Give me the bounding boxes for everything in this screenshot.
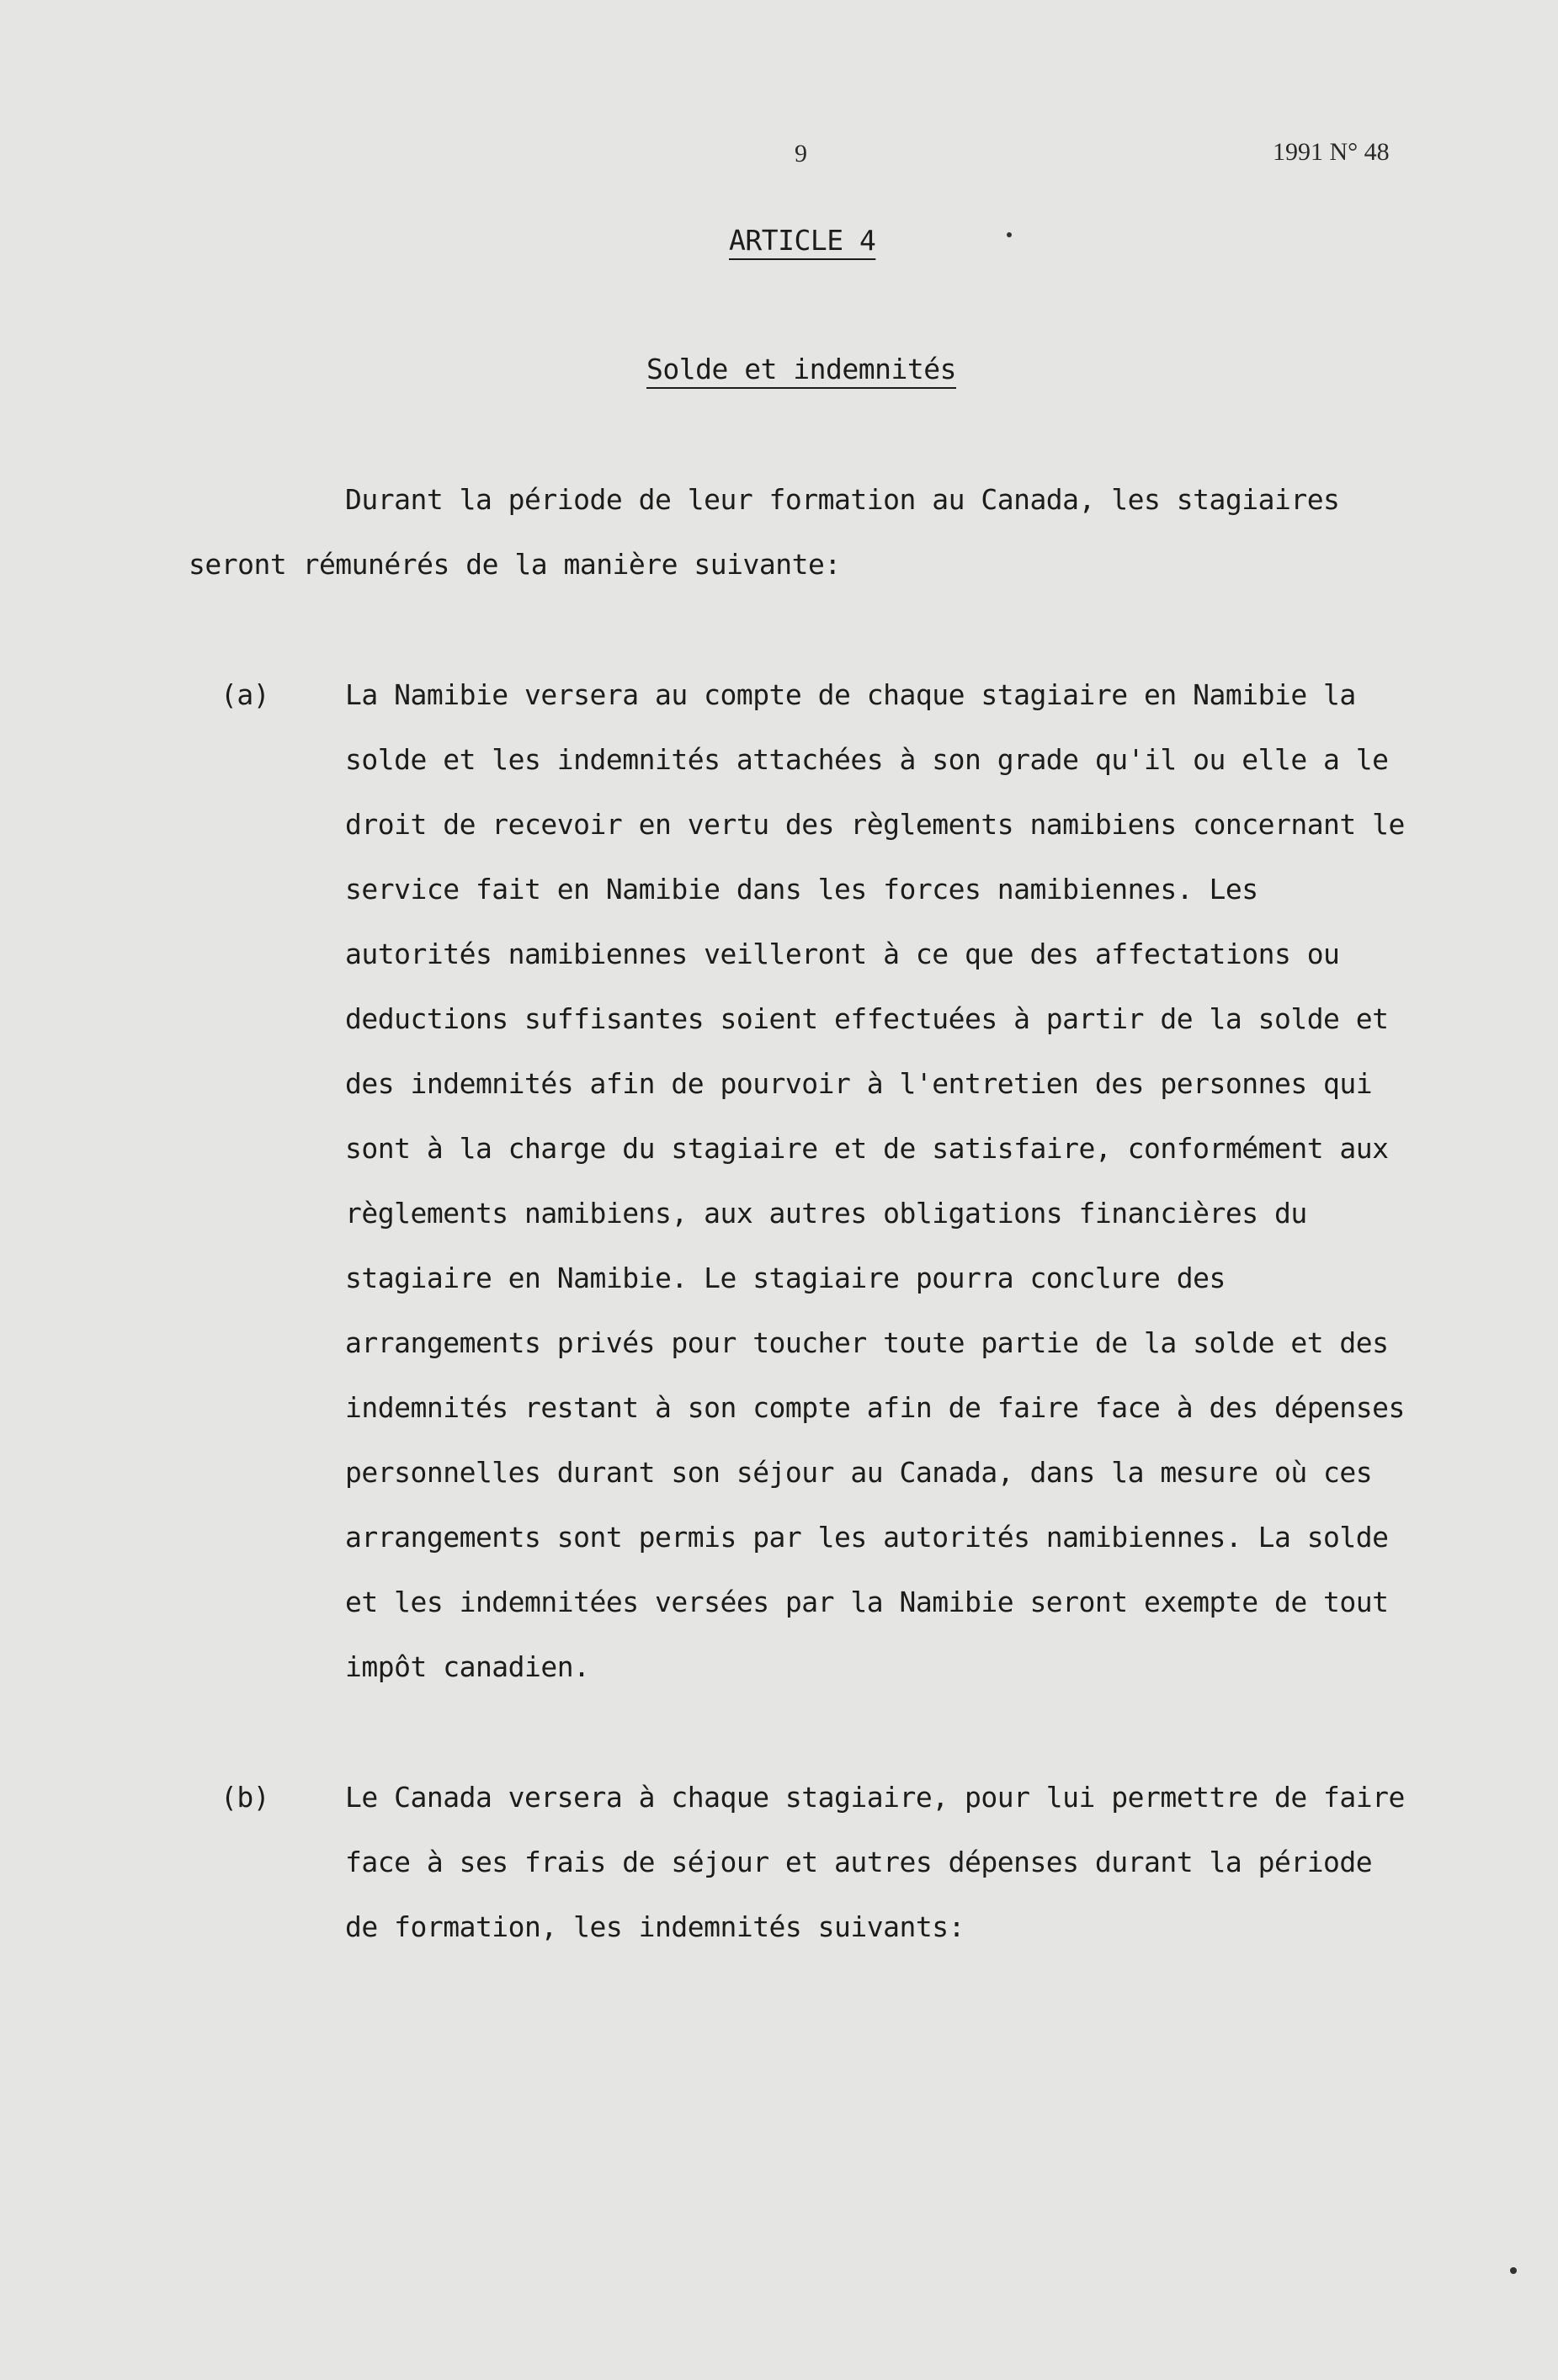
item-a-line: arrangements privés pour toucher toute partie de la solde et des [345,1326,1389,1359]
item-a-line: personnelles durant son séjour au Canada, dans la mesure où ces [345,1456,1373,1489]
item-b-line: de formation, les indemnités suivants: [345,1910,965,1943]
item-a-line: autorités namibiennes veilleront à ce que des affectations ou [345,938,1340,970]
item-a-line: stagiaire en Namibie. Le stagiaire pourra conclure des [345,1262,1226,1294]
item-a-line: arrangements sont permis par les autorités namibiennes. La solde [345,1521,1389,1554]
item-b-line: face à ses frais de séjour et autres dépenses durant la période [345,1846,1373,1878]
item-a-line: droit de recevoir en vertu des règlements namibiens concernant le [345,808,1405,841]
intro-line: Durant la période de leur formation au Canada, les stagiaires [345,483,1340,516]
item-a-line: indemnités restant à son compte afin de faire face à des dépenses [345,1391,1405,1424]
item-a-line: service fait en Namibie dans les forces namibiennes. Les [345,873,1258,906]
item-a-line: La Namibie versera au compte de chaque stagiaire en Namibie la [345,678,1356,711]
item-a-line: règlements namibiens, aux autres obligations financières du [345,1197,1307,1230]
item-a-line: impôt canadien. [345,1650,590,1683]
item-a-line: sont à la charge du stagiaire et de satisfaire, conformément aux [345,1132,1389,1165]
item-b-label: (b) [221,1781,270,1814]
item-b-line: Le Canada versera à chaque stagiaire, pour lui permettre de faire [345,1781,1405,1814]
section-title: Solde et indemnités [646,353,956,385]
article-title: ARTICLE 4 [729,224,876,257]
scan-speck [1007,232,1012,237]
item-a-line: des indemnités afin de pourvoir à l'entretien des personnes qui [345,1067,1373,1100]
intro-line: seront rémunérés de la manière suivante: [189,548,841,581]
item-a-line: deductions suffisantes soient effectuées à partir de la solde et [345,1002,1389,1035]
page-number: 9 [795,140,807,167]
item-a-label: (a) [221,678,270,711]
item-a-line: et les indemnitées versées par la Namibie seront exempte de tout [345,1586,1389,1618]
document-identifier: 1991 N° 48 [1273,138,1390,166]
scan-speck [1510,2267,1517,2274]
item-a-line: solde et les indemnités attachées à son grade qu'il ou elle a le [345,743,1389,776]
